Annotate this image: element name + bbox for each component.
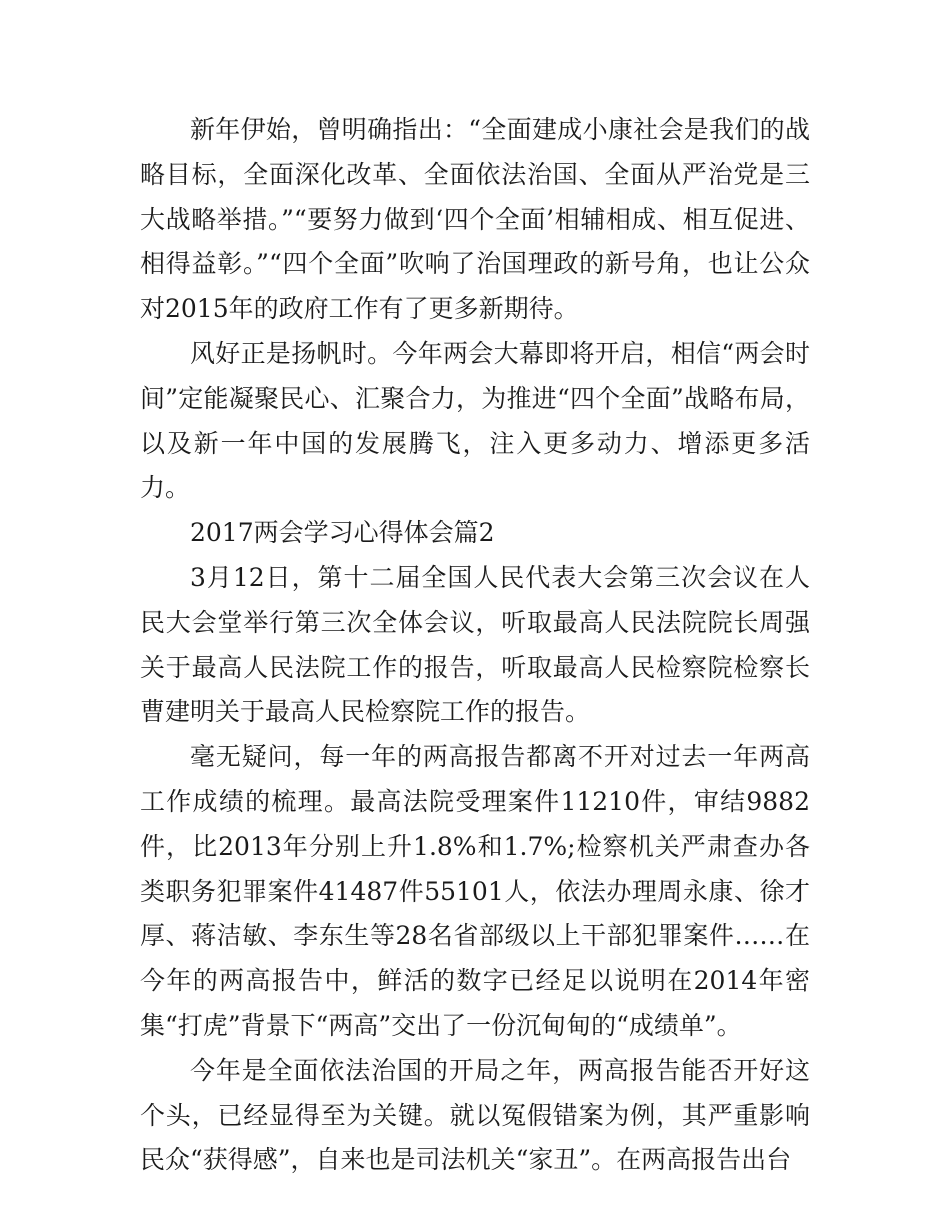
paragraph-rule-of-law: 今年是全面依法治国的开局之年，两高报告能否开好这个头，已经显得至为关键。就以冤假错案为例，其严重影响民众“获得感”，自来也是司法机关“家丑”。在两高报告出台 (140, 1055, 810, 1175)
paragraph-two-sessions-outlook: 风好正是扬帆时。今年两会大幕即将开启，相信“两会时间”定能凝聚民心、汇聚合力，为推进“四个全面”战略布局，以及新一年中国的发展腾飞，注入更多动力、增添更多活力。 (140, 338, 810, 503)
document-body (140, 108, 810, 1183)
paragraph-work-results: 毫无疑问，每一年的两高报告都离不开对过去一年两高工作成绩的梳理。最高法院受理案件11210件，审结9882件，比2013年分别上升1.8%和1.7%;检察机关严肃查办各类职务犯罪案件41487件55101人，依法办理周永康、徐才厚、蒋洁敏、李东生等28名省部级以上干部犯罪案件……在今年的两高报告中，鲜活的数字已经足以说明在2014年密集“打虎”背景下“两高”交出了一份沉甸甸的“成绩单”。 (140, 742, 810, 1040)
section-heading: 2017两会学习心得体会篇2 (190, 518, 495, 548)
paragraph-march-12-session: 3月12日，第十二届全国人民代表大会第三次会议在人民大会堂举行第三次全体会议，听取最高人民法院院长周强关于最高人民法院工作的报告，听取最高人民检察院检察长曹建明关于最高人民检察院工作的报告。 (140, 562, 810, 727)
paragraph-four-comprehensives: 新年伊始，曾明确指出：“全面建成小康社会是我们的战略目标，全面深化改革、全面依法治国、全面从严治党是三大战略举措。”“要努力做到‘四个全面’相辅相成、相互促进、相得益彰。”“四个全面”吹响了治国理政的新号角，也让公众对2015年的政府工作有了更多新期待。 (140, 115, 810, 324)
